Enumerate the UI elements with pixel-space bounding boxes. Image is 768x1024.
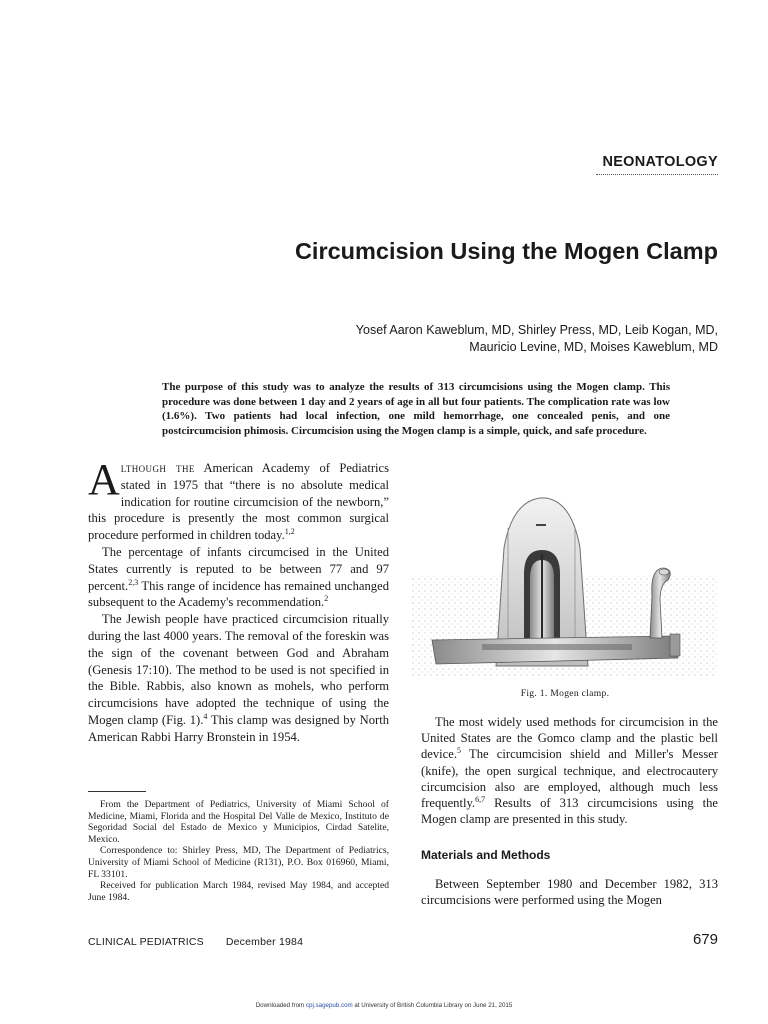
footnote-correspondence: Correspondence to: Shirley Press, MD, The Department of Pediatrics, University of Miami School of Medicine (R131), P.O. Box 016960, Miami, FL 33101. — [88, 845, 389, 880]
paragraph-prevalence — [88, 544, 389, 611]
download-suffix: at University of British Columbia Library on June 21, 2015 — [352, 1002, 513, 1009]
section-heading-methods: Materials and Methods — [421, 848, 551, 863]
footnotes — [88, 799, 389, 903]
article-title: Circumcision Using the Mogen Clamp — [294, 238, 718, 264]
drop-cap: A — [88, 455, 120, 504]
mogen-clamp-image — [412, 488, 718, 676]
body-column-right — [421, 714, 718, 908]
download-link[interactable]: cpj.sagepub.com — [305, 1002, 353, 1009]
figure-caption: Fig. 1. Mogen clamp. — [520, 688, 610, 699]
paragraph-text: The percentage of infants circumcised in the United States currently is reputed to be between 77 and 97 percent. — [88, 544, 389, 593]
citation-ref: 6,7 — [475, 794, 486, 804]
issue-date: December 1984 — [225, 936, 304, 948]
paragraph-text: American Academy of Pediatrics stated in 1975 that “there is no absolute medical indication for routine circumcision of the newborn,” this procedure is presently the most common surgical procedure performed in children today. — [88, 461, 389, 543]
paragraph-text: The circumcision shield and Miller's Messer (knife), the open surgical technique, and electrocautery circumcision also are employed, although much less frequently. — [421, 747, 718, 811]
section-label: NEONATOLOGY — [602, 154, 718, 170]
intro-small-caps: lthough the — [120, 461, 195, 475]
author-line-1: Yosef Aaron Kaweblum, MD, Shirley Press, MD, Leib Kogan, MD, — [355, 323, 718, 337]
journal-name: CLINICAL PEDIATRICS — [88, 936, 204, 948]
author-list — [356, 322, 718, 356]
footnote-divider — [88, 791, 146, 792]
citation-ref: 1,2 — [284, 527, 295, 536]
author-line-2: Mauricio Levine, MD, Moises Kaweblum, MD — [469, 340, 718, 354]
section-divider — [596, 174, 718, 175]
paragraph-text: Results of 313 circumcisions using the Mogen clamp are presented in this study. — [421, 796, 718, 827]
paragraph-intro — [88, 455, 389, 544]
citation-ref: 2,3 — [128, 577, 139, 587]
paragraph-methods: Between September 1980 and December 1982, 313 circumcisions were performed using the Mogen — [421, 876, 718, 907]
page-number: 679 — [692, 931, 718, 948]
paragraph-methods-overview — [421, 714, 718, 827]
footnote-received: Received for publication March 1984, revised May 1984, and accepted June 1984. — [88, 880, 389, 903]
paragraph-text: This clamp was designed by North American Rabbi Harry Bronstein in 1954. — [88, 712, 389, 744]
citation-ref: 2 — [324, 594, 329, 604]
paragraph-history — [88, 611, 389, 745]
paragraph-text: The Jewish people have practiced circumcision ritually during the last 4000 years. The removal of the foreskin was the sign of the covenant between God and Abraham (Genesis 17:10). The method to be used is not specified in the Bible. Rabbis, also known as mohels, who perform circumcisions have adopted the technique of using the Mogen clamp (Fig. 1). — [88, 612, 389, 727]
footnote-affiliation: From the Department of Pediatrics, University of Miami School of Medicine, Miami, Florida and the Hospital Del Valle de Mexico, Instituto de Segoridad Social del Estado de Mexico y Municipios, Cirdad Satelite, Mexico. — [88, 799, 389, 845]
body-column-left — [88, 455, 389, 746]
paragraph-text: This range of incidence has remained unchanged subsequent to the Academy's recommendation. — [88, 578, 389, 610]
download-prefix: Downloaded from — [255, 1002, 306, 1009]
abstract: The purpose of this study was to analyze the results of 313 circumcisions using the Mogen clamp. This procedure was done between 1 day and 2 years of age in all but four patients. The complication rate was low (1.6%). Two patients had local infection, one mild hemorrhage, one concealed penis, and one postcircumcision phimosis. Circumcision using the Mogen clamp is a simple, quick, and safe procedure. — [162, 381, 670, 437]
download-notice — [0, 1002, 768, 1009]
citation-ref: 4 — [203, 711, 208, 721]
paragraph-text: The most widely used methods for circumcision in the United States are the Gomco clamp and the plastic bell device. — [421, 715, 718, 762]
figure-mogen-clamp — [412, 488, 718, 676]
running-footer — [88, 936, 303, 948]
citation-ref: 5 — [457, 746, 462, 756]
